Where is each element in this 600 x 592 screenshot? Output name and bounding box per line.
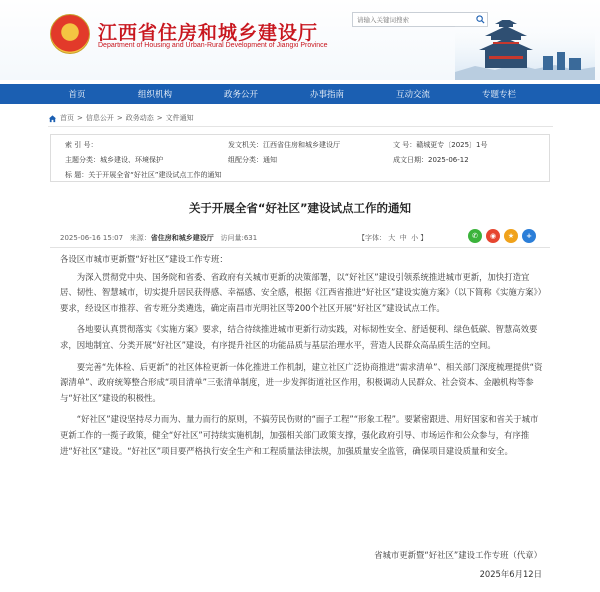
qzone-share-icon[interactable]: ★	[504, 229, 518, 243]
article-datetime: 2025-06-16 15:07	[60, 234, 124, 242]
wechat-share-icon[interactable]: ✆	[468, 229, 482, 243]
signature-date: 2025年6月12日	[479, 569, 542, 579]
font-size-selector: 【字体： 大 中 小 】	[358, 234, 428, 242]
nav-organization[interactable]: 组织机构	[137, 90, 172, 100]
more-share-icon[interactable]: +	[522, 229, 536, 243]
info-title: 标 题：关于开展全省“好社区”建设试点工作的通知	[65, 171, 222, 179]
article-meta	[60, 233, 257, 243]
info-form: 组配分类：通知	[228, 156, 277, 164]
breadcrumb-file-notice[interactable]: 文件通知	[165, 114, 194, 122]
source-label: 来源：	[129, 234, 151, 242]
paragraph-1: 为深入贯彻党中央、国务院和省委、省政府有关城市更新的决策部署，以“好社区”建设引领系统推进城市更新，加快打造宜居、韧性、智慧城市，切实提升居民获得感、幸福感、安全感，根据《江西省推进“好社区”建设实施方案》（以下简称《实施方案》）要求，经设区市推荐、省专班分类遴选，确定南昌市光明社区等200个社区开展“好社区”建设试点工作。	[60, 271, 542, 313]
tengwang-pavilion-banner	[455, 20, 595, 80]
view-count: 631	[243, 234, 258, 242]
paragraph-4: “好社区”建设坚持尽力而为、量力而行的原则，不搞劳民伤财的“面子工程”“形象工程”。要紧密跟进、用好国家和省关于城市更新工作的一揽子政策，健全“好社区”可持续实施机制，加强相关部门政策支撑，强化政府引导、市场运作和公众参与，有序推进“好社区”建设。“好社区”项目要严格执行安全生产和工程质量法律法规，加强质量安全监管，确保项目建设质量和安全。	[60, 414, 539, 456]
paragraph-2: 各地要认真贯彻落实《实施方案》要求，结合待续推进城市更新行动实践，对标韧性安全、舒适便利、绿色低碳、智慧高效要求，因地制宜、分类开展“好社区”建设，有序提升社区的功能品质与基层治理水平，营造人民群众高品质生活的空间。	[60, 324, 538, 350]
main-nav	[0, 84, 600, 104]
weibo-share-icon[interactable]: ◉	[486, 229, 500, 243]
signature: 省城市更新暨“好社区”建设工作专班（代章）	[374, 550, 542, 560]
site-title[interactable]: 江西省住房和城乡建设厅	[98, 22, 319, 44]
font-small-button[interactable]: 小	[411, 234, 419, 242]
article-title: 关于开展全省“好社区”建设试点工作的通知	[188, 201, 412, 215]
divider	[48, 126, 553, 127]
site-subtitle: Department of Housing and Urban-Rural Development of Jiangxi Province	[98, 42, 328, 49]
article-body	[60, 252, 546, 459]
info-docno: 文 号：赣城更专〔2025〕1号	[393, 141, 488, 149]
home-icon	[48, 114, 57, 123]
info-index: 索 引 号：	[65, 141, 98, 149]
chevron-right-icon: >	[156, 114, 163, 122]
national-emblem-icon	[50, 14, 90, 54]
views-label: 访问量:	[220, 234, 244, 242]
breadcrumb	[48, 113, 194, 123]
paragraph-3: 要完善“先体检、后更新”的社区体检更新一体化推进工作机制，建立社区广泛协商推进“需求清单”、相关部门深度梳理提供“资源清单”、政府统筹整合形成“项目清单”三张清单制度，进一步发挥街道社区作用，积极调动人民群众、社会资本、金融机构等参与“好社区”建设的积极性。	[60, 361, 543, 403]
font-large-button[interactable]: 大	[388, 234, 396, 242]
nav-home[interactable]: 首页	[68, 90, 86, 100]
breadcrumb-info-public[interactable]: 信息公开	[85, 114, 114, 122]
breadcrumb-gov-news[interactable]: 政务动态	[125, 114, 154, 122]
salutation: 各设区市城市更新暨“好社区”建设工作专班：	[60, 254, 228, 264]
nav-interaction[interactable]: 互动交流	[395, 90, 430, 100]
share-bar	[468, 229, 536, 243]
font-medium-button[interactable]: 中	[399, 234, 407, 242]
info-date: 成文日期：2025-06-12	[393, 156, 469, 164]
nav-gov-affairs[interactable]: 政务公开	[223, 90, 258, 100]
nav-special-topics[interactable]: 专题专栏	[481, 90, 516, 100]
article-source: 省住房和城乡建设厅	[150, 234, 214, 242]
chevron-right-icon: >	[77, 114, 83, 122]
divider	[50, 247, 550, 248]
site-header	[0, 0, 600, 80]
chevron-right-icon: >	[116, 114, 123, 122]
nav-service-guide[interactable]: 办事指南	[309, 90, 344, 100]
document-info-table	[50, 134, 550, 182]
breadcrumb-home[interactable]: 首页	[60, 114, 74, 122]
info-topic: 主题分类：城乡建设、环境保护	[65, 156, 163, 164]
info-issuer: 发文机关：江西省住房和城乡建设厅	[228, 141, 340, 149]
